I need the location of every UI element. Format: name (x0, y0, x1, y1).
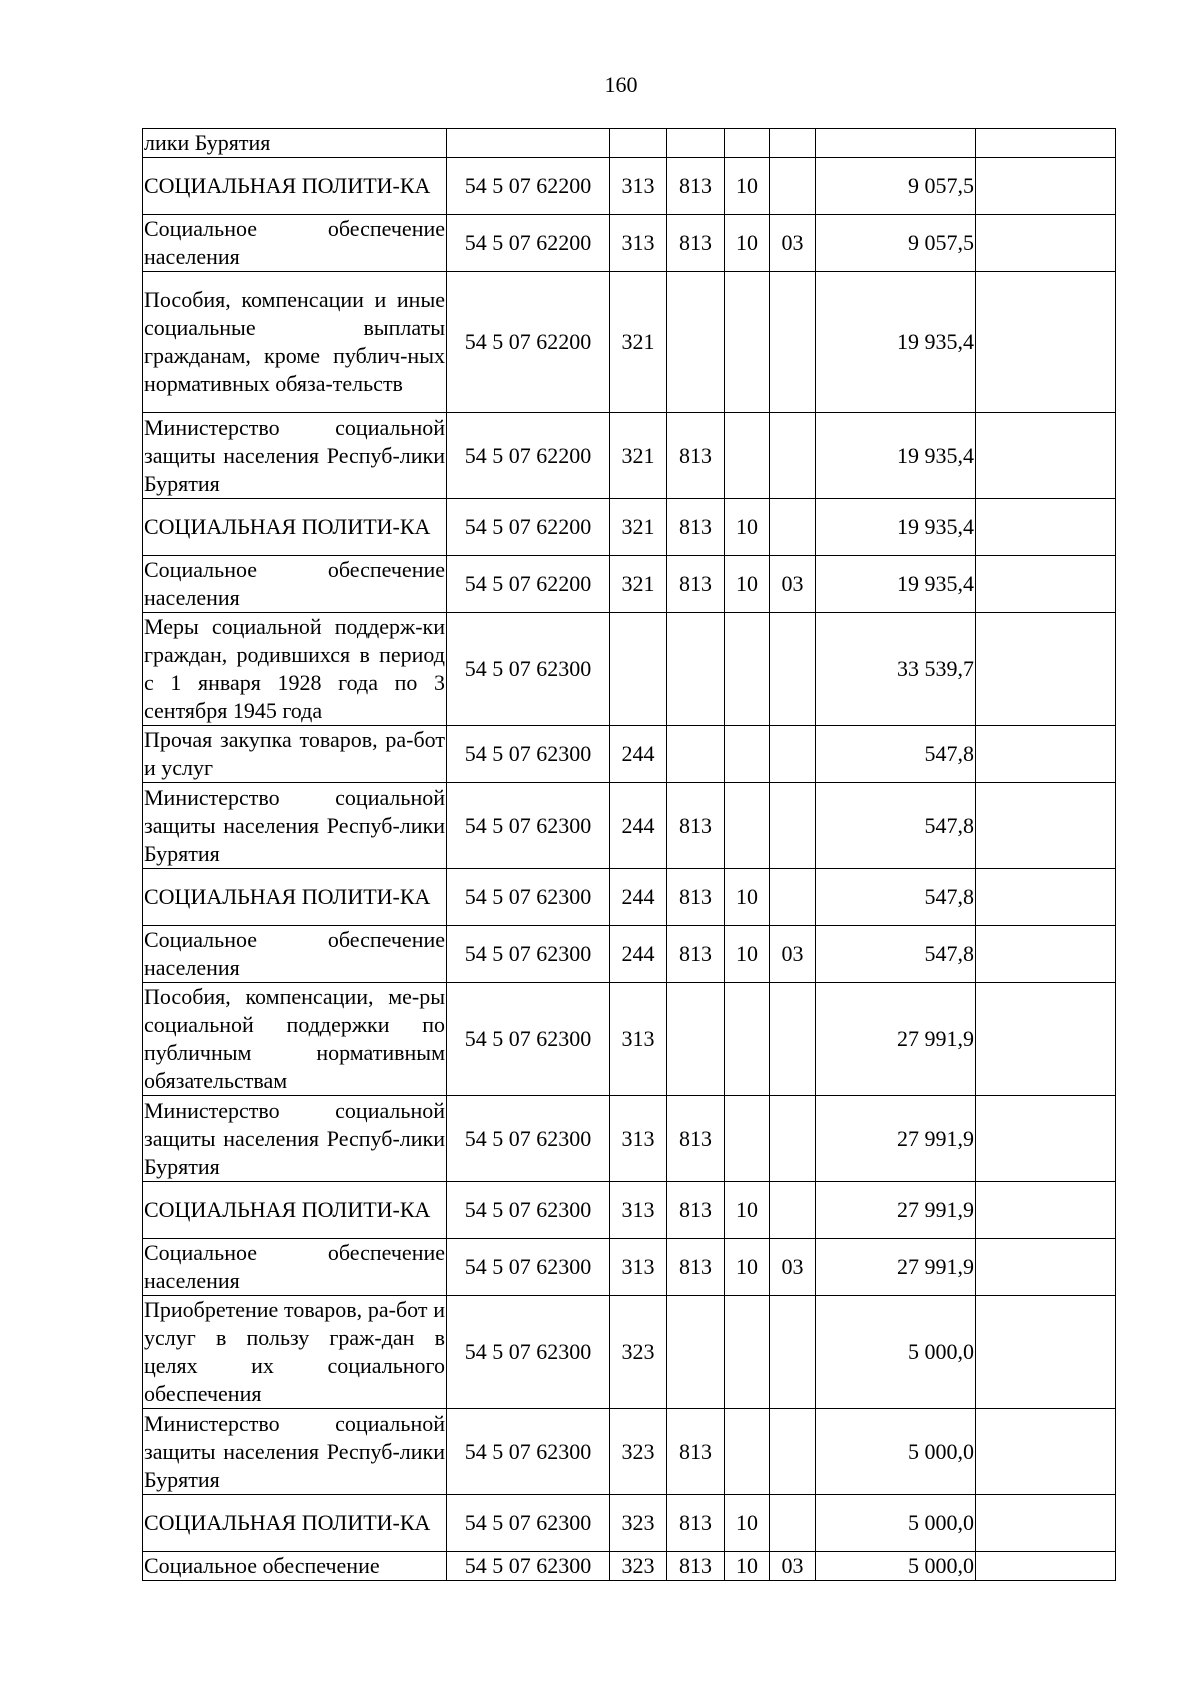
page-number: 160 (604, 72, 638, 97)
row-target-code: 54 5 07 62300 (447, 783, 610, 869)
row-subsection (770, 158, 816, 215)
row-name: СОЦИАЛЬНАЯ ПОЛИТИ-КА (143, 869, 447, 926)
row-target-code: 54 5 07 62300 (447, 726, 610, 783)
row-section (725, 983, 770, 1096)
row-subsection (770, 1096, 816, 1182)
row-section: 10 (725, 499, 770, 556)
row-name: СОЦИАЛЬНАЯ ПОЛИТИ-КА (143, 1495, 447, 1552)
row-section: 10 (725, 926, 770, 983)
row-ministry-code: 813 (667, 1495, 725, 1552)
row-ministry-code (667, 983, 725, 1096)
row-subsection (770, 1296, 816, 1409)
row-expense-type: 321 (610, 272, 667, 413)
row-ministry-code: 813 (667, 413, 725, 499)
row-amount: 19 935,4 (816, 413, 976, 499)
row-target-code: 54 5 07 62300 (447, 1239, 610, 1296)
row-section (725, 272, 770, 413)
table-row (143, 158, 1116, 215)
row-name: Министерство социальной защиты населения Респуб-лики Бурятия (143, 413, 447, 499)
row-target-code: 54 5 07 62200 (447, 413, 610, 499)
row-ministry-code: 813 (667, 783, 725, 869)
row-name: Приобретение товаров, ра-бот и услуг в пользу граж-дан в целях их социального обеспечения (143, 1296, 447, 1409)
row-section: 10 (725, 1182, 770, 1239)
row-extra (976, 869, 1116, 926)
row-amount: 27 991,9 (816, 1239, 976, 1296)
row-amount: 5 000,0 (816, 1296, 976, 1409)
row-ministry-code: 813 (667, 926, 725, 983)
table-row (143, 556, 1116, 613)
table-row (143, 1409, 1116, 1495)
row-extra (976, 1182, 1116, 1239)
row-subsection (770, 499, 816, 556)
row-expense-type (610, 129, 667, 158)
row-section (725, 1296, 770, 1409)
row-target-code: 54 5 07 62200 (447, 272, 610, 413)
row-target-code (447, 129, 610, 158)
row-extra (976, 1096, 1116, 1182)
row-expense-type: 313 (610, 1239, 667, 1296)
row-section (725, 613, 770, 726)
table-row (143, 613, 1116, 726)
row-amount: 27 991,9 (816, 983, 976, 1096)
row-subsection: 03 (770, 1552, 816, 1581)
row-name: Министерство социальной защиты населения Респуб-лики Бурятия (143, 783, 447, 869)
row-ministry-code: 813 (667, 215, 725, 272)
row-name: СОЦИАЛЬНАЯ ПОЛИТИ-КА (143, 1182, 447, 1239)
row-amount: 33 539,7 (816, 613, 976, 726)
row-expense-type (610, 613, 667, 726)
row-expense-type: 323 (610, 1409, 667, 1495)
table-row (143, 129, 1116, 158)
row-section: 10 (725, 215, 770, 272)
row-ministry-code: 813 (667, 1096, 725, 1182)
row-section: 10 (725, 869, 770, 926)
row-name: Пособия, компенсации и иные социальные выплаты гражданам, кроме публич-ных нормативных обяза-тельств (143, 272, 447, 413)
row-amount: 547,8 (816, 926, 976, 983)
row-expense-type: 323 (610, 1495, 667, 1552)
row-section (725, 1096, 770, 1182)
row-extra (976, 1495, 1116, 1552)
row-amount: 547,8 (816, 726, 976, 783)
row-ministry-code: 813 (667, 499, 725, 556)
table-row (143, 215, 1116, 272)
row-extra (976, 215, 1116, 272)
row-ministry-code: 813 (667, 1239, 725, 1296)
row-target-code: 54 5 07 62300 (447, 1552, 610, 1581)
table-row (143, 272, 1116, 413)
table-row (143, 1296, 1116, 1409)
row-expense-type: 313 (610, 1182, 667, 1239)
row-expense-type: 323 (610, 1296, 667, 1409)
row-extra (976, 726, 1116, 783)
row-expense-type: 313 (610, 983, 667, 1096)
row-extra (976, 983, 1116, 1096)
row-target-code: 54 5 07 62300 (447, 1296, 610, 1409)
row-expense-type: 321 (610, 499, 667, 556)
row-name: Социальное обеспечение населения (143, 556, 447, 613)
row-ministry-code (667, 1296, 725, 1409)
row-subsection (770, 413, 816, 499)
row-extra (976, 926, 1116, 983)
row-name: Социальное обеспечение населения (143, 215, 447, 272)
row-expense-type: 244 (610, 926, 667, 983)
row-amount (816, 129, 976, 158)
row-name: Пособия, компенсации, ме-ры социальной поддержки по публичным нормативным обязательствам (143, 983, 447, 1096)
row-name: СОЦИАЛЬНАЯ ПОЛИТИ-КА (143, 158, 447, 215)
row-target-code: 54 5 07 62200 (447, 499, 610, 556)
table-row (143, 1096, 1116, 1182)
row-ministry-code (667, 129, 725, 158)
row-ministry-code (667, 613, 725, 726)
row-name: Социальное обеспечение (143, 1552, 447, 1581)
row-ministry-code: 813 (667, 869, 725, 926)
table-row (143, 869, 1116, 926)
row-target-code: 54 5 07 62200 (447, 158, 610, 215)
row-target-code: 54 5 07 62300 (447, 1182, 610, 1239)
row-subsection: 03 (770, 556, 816, 613)
row-name: Прочая закупка товаров, ра-бот и услуг (143, 726, 447, 783)
table-row (143, 413, 1116, 499)
table-row (143, 1552, 1116, 1581)
table-row (143, 983, 1116, 1096)
table-row (143, 926, 1116, 983)
row-extra (976, 499, 1116, 556)
row-ministry-code (667, 272, 725, 413)
row-expense-type: 244 (610, 869, 667, 926)
row-subsection (770, 783, 816, 869)
row-name: Социальное обеспечение населения (143, 926, 447, 983)
row-extra (976, 129, 1116, 158)
row-target-code: 54 5 07 62300 (447, 613, 610, 726)
table-body (143, 129, 1116, 1581)
row-subsection: 03 (770, 926, 816, 983)
row-ministry-code: 813 (667, 1182, 725, 1239)
row-subsection (770, 1182, 816, 1239)
row-target-code: 54 5 07 62300 (447, 983, 610, 1096)
row-target-code: 54 5 07 62200 (447, 215, 610, 272)
row-target-code: 54 5 07 62300 (447, 926, 610, 983)
row-amount: 19 935,4 (816, 499, 976, 556)
row-amount: 9 057,5 (816, 215, 976, 272)
row-ministry-code: 813 (667, 1409, 725, 1495)
row-section (725, 1409, 770, 1495)
row-section: 10 (725, 1552, 770, 1581)
row-subsection (770, 983, 816, 1096)
table-row (143, 1182, 1116, 1239)
row-section: 10 (725, 1495, 770, 1552)
row-extra (976, 1552, 1116, 1581)
row-amount: 27 991,9 (816, 1096, 976, 1182)
row-ministry-code: 813 (667, 556, 725, 613)
row-target-code: 54 5 07 62300 (447, 1495, 610, 1552)
row-section (725, 726, 770, 783)
row-expense-type: 313 (610, 215, 667, 272)
table-row (143, 1495, 1116, 1552)
row-ministry-code: 813 (667, 1552, 725, 1581)
row-subsection (770, 726, 816, 783)
row-section (725, 413, 770, 499)
table-row (143, 783, 1116, 869)
row-extra (976, 1409, 1116, 1495)
row-expense-type: 244 (610, 783, 667, 869)
row-extra (976, 413, 1116, 499)
row-ministry-code: 813 (667, 158, 725, 215)
row-amount: 27 991,9 (816, 1182, 976, 1239)
row-extra (976, 783, 1116, 869)
row-section: 10 (725, 158, 770, 215)
row-name: СОЦИАЛЬНАЯ ПОЛИТИ-КА (143, 499, 447, 556)
row-subsection (770, 613, 816, 726)
row-ministry-code (667, 726, 725, 783)
row-extra (976, 556, 1116, 613)
row-target-code: 54 5 07 62300 (447, 1096, 610, 1182)
table-row (143, 726, 1116, 783)
row-name: Социальное обеспечение населения (143, 1239, 447, 1296)
row-subsection: 03 (770, 215, 816, 272)
row-expense-type: 313 (610, 1096, 667, 1182)
row-section (725, 129, 770, 158)
row-expense-type: 323 (610, 1552, 667, 1581)
row-subsection: 03 (770, 1239, 816, 1296)
row-amount: 5 000,0 (816, 1495, 976, 1552)
row-expense-type: 244 (610, 726, 667, 783)
row-name: Министерство социальной защиты населения Респуб-лики Бурятия (143, 1096, 447, 1182)
row-name: лики Бурятия (143, 129, 447, 158)
row-extra (976, 1239, 1116, 1296)
row-amount: 547,8 (816, 783, 976, 869)
row-amount: 547,8 (816, 869, 976, 926)
row-extra (976, 158, 1116, 215)
row-subsection (770, 1495, 816, 1552)
row-amount: 9 057,5 (816, 158, 976, 215)
row-name: Меры социальной поддерж-ки граждан, родившихся в период с 1 января 1928 года по 3 сентября 1945 года (143, 613, 447, 726)
table-row (143, 1239, 1116, 1296)
row-section (725, 783, 770, 869)
row-expense-type: 321 (610, 556, 667, 613)
row-target-code: 54 5 07 62300 (447, 1409, 610, 1495)
row-extra (976, 272, 1116, 413)
row-amount: 19 935,4 (816, 556, 976, 613)
row-expense-type: 321 (610, 413, 667, 499)
row-subsection (770, 129, 816, 158)
row-target-code: 54 5 07 62300 (447, 869, 610, 926)
row-section: 10 (725, 1239, 770, 1296)
row-amount: 5 000,0 (816, 1409, 976, 1495)
budget-table (142, 128, 1116, 1581)
row-amount: 5 000,0 (816, 1552, 976, 1581)
row-subsection (770, 1409, 816, 1495)
row-extra (976, 613, 1116, 726)
row-amount: 19 935,4 (816, 272, 976, 413)
row-extra (976, 1296, 1116, 1409)
row-subsection (770, 272, 816, 413)
table-row (143, 499, 1116, 556)
row-target-code: 54 5 07 62200 (447, 556, 610, 613)
row-section: 10 (725, 556, 770, 613)
row-name: Министерство социальной защиты населения Респуб-лики Бурятия (143, 1409, 447, 1495)
row-subsection (770, 869, 816, 926)
row-expense-type: 313 (610, 158, 667, 215)
